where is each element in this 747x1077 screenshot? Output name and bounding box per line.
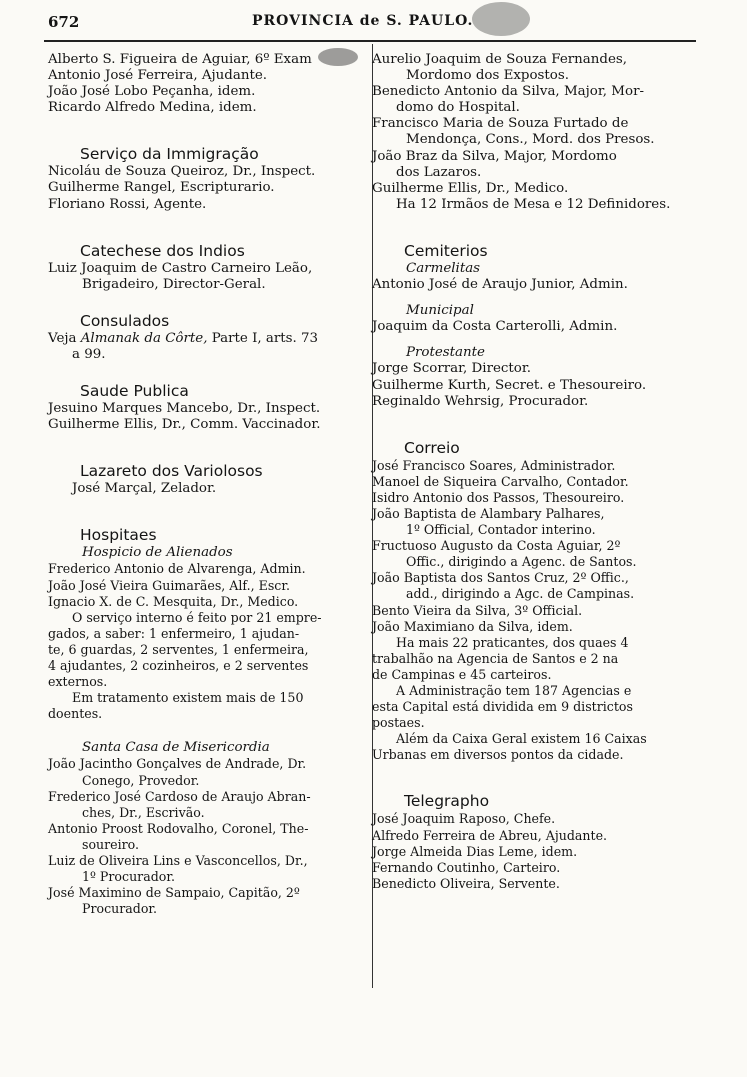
text-line: externos. [48,674,108,690]
text-line: Jorge Scorrar, Director. [372,361,532,377]
text-line: 1º Official, Contador interino. [406,522,596,538]
section-heading-cemiterios: Cemiterios [404,241,488,260]
text-line: Manoel de Siqueira Carvalho, Contador. [372,473,629,489]
text-line: Mendonça, Cons., Mord. dos Presos. [406,132,655,148]
text-line: 1º Procurador. [82,869,175,885]
section-heading-telegrapho: Telegrapho [404,792,490,811]
section-heading-hospitaes: Hospitaes [80,526,157,545]
text-line: Guilherme Ellis, Dr., Comm. Vaccinador. [48,417,321,433]
text-line: José Marçal, Zelador. [72,481,217,497]
text-line: Isidro Antonio dos Passos, Thesoureiro. [372,489,625,505]
text-line: Benedicto Antonio da Silva, Major, Mor- [372,84,644,100]
subheading-santa-casa: Santa Casa de Misericordia [82,740,270,756]
text-line: postaes. [372,715,425,731]
text-line: a 99. [72,346,106,362]
text-line: João Braz da Silva, Major, Mordomo [372,148,617,164]
text-line: Guilherme Rangel, Escripturario. [48,180,275,196]
text-line: Floriano Rossi, Agente. [48,196,207,212]
ink-blot-decoration [472,2,530,36]
text-line: Alfredo Ferreira de Abreu, Ajudante. [372,827,608,843]
text-line: ches, Dr., Escrivão. [82,804,205,820]
text-line: José Maximino de Sampaio, Capitão, 2º [48,885,300,901]
text-line: Procurador. [82,901,158,917]
text-line: Ricardo Alfredo Medina, idem. [48,100,257,116]
section-heading-consulados: Consulados [80,311,170,330]
text-line: Aurelio Joaquim de Souza Fernandes, [372,52,627,67]
section-heading-correio: Correio [404,438,460,457]
subheading-carmelitas: Carmelitas [406,260,481,276]
text-run: Parte I, arts. 73 [207,330,319,346]
text-line: de Campinas e 45 carteiros. [372,666,552,682]
text-line: Frederico Antonio de Alvarenga, Admin. [48,561,306,577]
section-heading-immigracao: Serviço da Immigração [80,145,259,164]
text-line: 4 ajudantes, 2 cozinheiros, e 2 serventes [48,657,309,673]
text-line: Brigadeiro, Director-Geral. [82,276,266,292]
text-line: Antonio José Ferreira, Ajudante. [48,68,268,84]
text-line: Antonio Proost Rodovalho, Coronel, The- [48,820,309,836]
text-line: Luiz de Oliveira Lins e Vasconcellos, Dr., [48,853,308,868]
section-heading-lazareto: Lazareto dos Variolosos [80,462,263,481]
right-column [372,52,696,892]
text-line: Joaquim da Costa Carterolli, Admin. [372,319,618,335]
text-line: Ignacio X. de C. Mesquita, Dr., Medico. [48,593,299,609]
text-line: A Administração tem 187 Agencias e [396,683,632,698]
text-line: Urbanas em diversos pontos da cidade. [372,747,624,763]
text-line: Em tratamento existem mais de 150 [72,690,304,706]
text-line: João Maximiano da Silva, idem. [372,618,573,634]
running-head [48,13,688,35]
text-line: te, 6 guardas, 2 serventes, 1 enfermeira, [48,641,309,657]
text-line: João José Lobo Peçanha, idem. [48,84,256,100]
text-line: doentes. [48,706,103,722]
section-heading-indios: Catechese dos Indios [80,241,245,260]
text-line: Frederico José Cardoso de Araujo Abran- [48,788,311,804]
text-line: Além da Caixa Geral existem 16 Caixas [396,731,647,747]
text-run: Veja [48,330,81,346]
text-line: Conego, Provedor. [82,772,200,788]
text-line: Bento Vieira da Silva, 3º Official. [372,602,583,618]
left-column [48,52,372,917]
text-line: Reginaldo Wehrsig, Procurador. [372,393,589,409]
text-line: José Joaquim Raposo, Chefe. [372,811,556,827]
text-run-italic: Almanak da Côrte, [80,330,208,346]
header-rule [44,40,696,42]
text-line [48,331,372,347]
text-line: O serviço interno é feito por 21 empre- [72,609,322,625]
text-line: esta Capital está dividida em 9 districtos [372,699,633,715]
text-line: Fernando Coutinho, Carteiro. [372,859,561,875]
section-heading-saude: Saude Publica [80,382,189,401]
text-line: Ha mais 22 praticantes, dos quaes 4 [396,634,629,650]
text-line: Nicoláu de Souza Queiroz, Dr., Inspect. [48,164,316,180]
text-line: João Jacintho Gonçalves de Andrade, Dr. [48,756,307,772]
text-line: add., dirigindo a Agc. de Campinas. [406,586,635,602]
text-line: Benedicto Oliveira, Servente. [372,875,560,891]
text-line: Offic., dirigindo a Agenc. de Santos. [406,554,637,570]
text-line: Luiz Joaquim de Castro Carneiro Leão, [48,260,313,276]
text-line: Fructuoso Augusto da Costa Aguiar, 2º [372,538,621,554]
text-line: Jesuino Marques Mancebo, Dr., Inspect. [48,401,321,417]
text-line: João Baptista de Alambary Palhares, [372,505,605,521]
text-line: gados, a saber: 1 enfermeiro, 1 ajudan- [48,625,300,641]
text-line: Alberto S. Figueira de Aguiar, 6º Exam [48,52,312,67]
subheading-alienados: Hospicio de Alienados [82,545,233,561]
text-line: Francisco Maria de Souza Furtado de [372,116,629,132]
text-line: soureiro. [82,836,140,852]
subheading-protestante: Protestante [406,345,485,361]
text-line: dos Lazaros. [396,164,482,180]
text-line: José Francisco Soares, Administrador. [372,457,616,473]
text-line: Guilherme Kurth, Secret. e Thesoureiro. [372,377,647,393]
text-line: domo do Hospital. [396,100,520,116]
text-line: João Baptista dos Santos Cruz, 2º Offic., [372,570,629,586]
page-number: 672 [48,13,80,31]
text-line: Mordomo dos Expostos. [406,68,569,84]
text-line: João José Vieira Guimarães, Alf., Escr. [48,577,290,593]
text-line: trabalhão na Agencia de Santos e 2 na [372,650,619,666]
subheading-municipal: Municipal [406,303,474,319]
text-line: Ha 12 Irmãos de Mesa e 12 Definidores. [396,196,671,212]
text-line: Jorge Almeida Dias Leme, idem. [372,843,578,859]
running-title: PROVINCIA de S. PAULO. [252,13,474,29]
text-line: Antonio José de Araujo Junior, Admin. [372,277,628,293]
text-line: Guilherme Ellis, Dr., Medico. [372,180,569,196]
